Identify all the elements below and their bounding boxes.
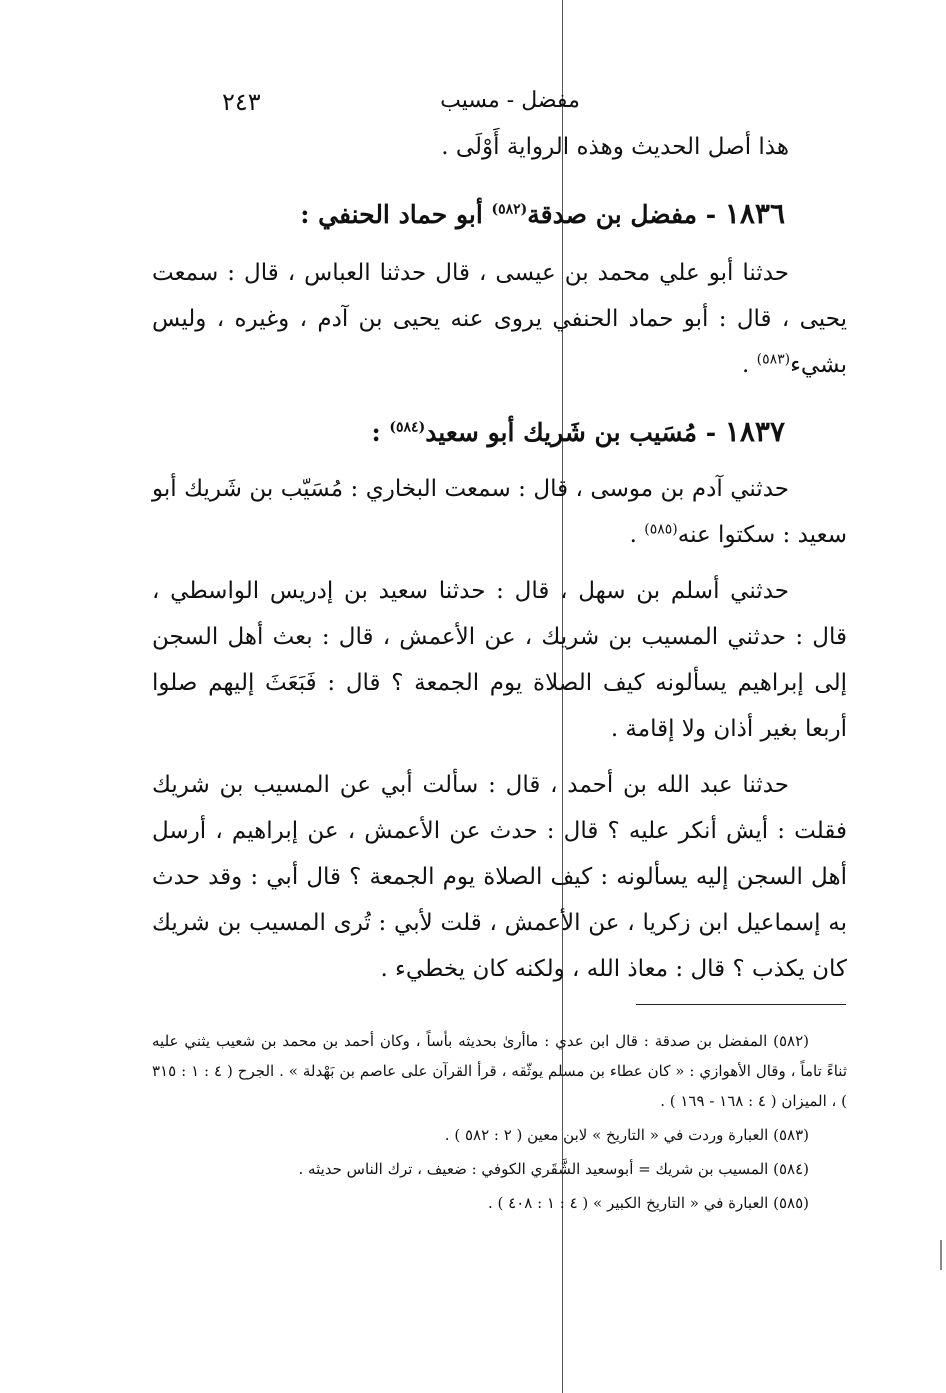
entry-number: ١٨٣٦ (724, 197, 785, 230)
entry-title-1836 (152, 194, 847, 235)
paragraph-tail: . (629, 522, 645, 548)
footnote-text: (٥٨٢) المفضل بن صدقة : قال ابن عدي : ماأرىٰ بحديثه بأساً ، وكان أحمد بن محمد بن شعيب يثني عليه ثناءً تاماً ، وقال الأهوازي : « كان عطاء بن مسلم يوثّقه ، قرأ القرآن على عاصم بن بَهْدلة » . الجرح ( ٤ : ١ : ٣١٥ ) ، الميزان ( ٤ : ١٦٨ - ١٦٩ ) . (152, 1032, 848, 1110)
entry-title-1837 (152, 412, 847, 453)
scan-edge-mark (940, 1240, 942, 1270)
entry-paragraph (152, 466, 847, 558)
footnote-text: (٥٨٤) المسيب بن شريك = أبوسعيد الشَّقَري الكوفي : ضعيف ، ترك الناس حديثه . (298, 1160, 809, 1178)
footnote-582 (152, 1026, 847, 1116)
footnote-584 (152, 1154, 847, 1184)
footnotes (152, 1026, 847, 1222)
entry-paragraph (152, 250, 847, 388)
page-header (0, 88, 946, 118)
paragraph-tail: . (741, 352, 757, 378)
intro-line (152, 124, 847, 170)
footnote-583 (152, 1120, 847, 1150)
footnote-ref: (٥٨٣) (756, 351, 791, 368)
entry-paragraph (152, 568, 847, 752)
footnote-divider (636, 1004, 846, 1005)
footnote-585 (152, 1188, 847, 1218)
entry-name: مُسَيب بن شَريك أبو سعيد (425, 418, 698, 447)
page-number: ٢٤٣ (222, 88, 261, 116)
entry-dash: - (697, 200, 725, 229)
running-head: مفضل - مسيب (440, 88, 580, 113)
paragraph-text: حدثنا عبد الله بن أحمد ، قال : سألت أبي عن المسيب بن شريك فقلت : أيش أنكر عليه ؟ قال : حدث عن الأعمش ، عن إبراهيم ، أرسل أهل السجن إليه يسألونه : كيف الصلاة يوم الجمعة ؟ قال أبي : وقد حدث به إسماعيل ابن زكريا ، عن الأعمش ، قلت لأبي : تُرى المسيب بن شريك كان يكذب ؟ قال : معاذ الله ، ولكنه كان يخطيء . (152, 772, 848, 982)
entry-paragraph (152, 762, 847, 992)
entry-number: ١٨٣٧ (724, 415, 785, 448)
entry-name: مفضل بن صدقة (527, 200, 698, 229)
footnote-ref: (٥٨٤) (389, 419, 426, 436)
footnote-ref: (٥٨٢) (491, 201, 528, 218)
footnote-ref: (٥٨٥) (644, 521, 678, 538)
footnote-text: (٥٨٥) العبارة في « التاريخ الكبير » ( ٤ : ١ : ٤٠٨ ) . (487, 1194, 809, 1212)
entry-dash: - (697, 418, 725, 447)
intro-text: هذا أصل الحديث وهذه الرواية أَوْلَى . (441, 134, 789, 160)
paragraph-text: حدثني أسلم بن سهل ، قال : حدثنا سعيد بن إدريس الواسطي ، قال : حدثني المسيب بن شريك ، عن الأعمش ، قال : بعث أهل السجن إلى إبراهيم يسألونه كيف الصلاة يوم الجمعة ؟ قال : فَبَعَثَ إليهم صلوا أربعا بغير أذان ولا إقامة . (152, 578, 847, 742)
entry-rest: : (371, 418, 390, 447)
paragraph-text: حدثنا أبو علي محمد بن عيسى ، قال حدثنا العباس ، قال : سمعت يحيى ، قال : أبو حماد الحنفي يروى عنه يحيى بن آدم ، وغيره ، وليس بشيء (152, 260, 847, 378)
footnote-text: (٥٨٣) العبارة وردت في « التاريخ » لابن معين ( ٢ : ٥٨٢ ) . (444, 1126, 809, 1144)
paragraph-text: حدثني آدم بن موسى ، قال : سمعت البخاري : مُسَيّب بن شَريك أبو سعيد : سكتوا عنه (152, 476, 847, 548)
entry-rest: أبو حماد الحنفي : (300, 200, 492, 229)
